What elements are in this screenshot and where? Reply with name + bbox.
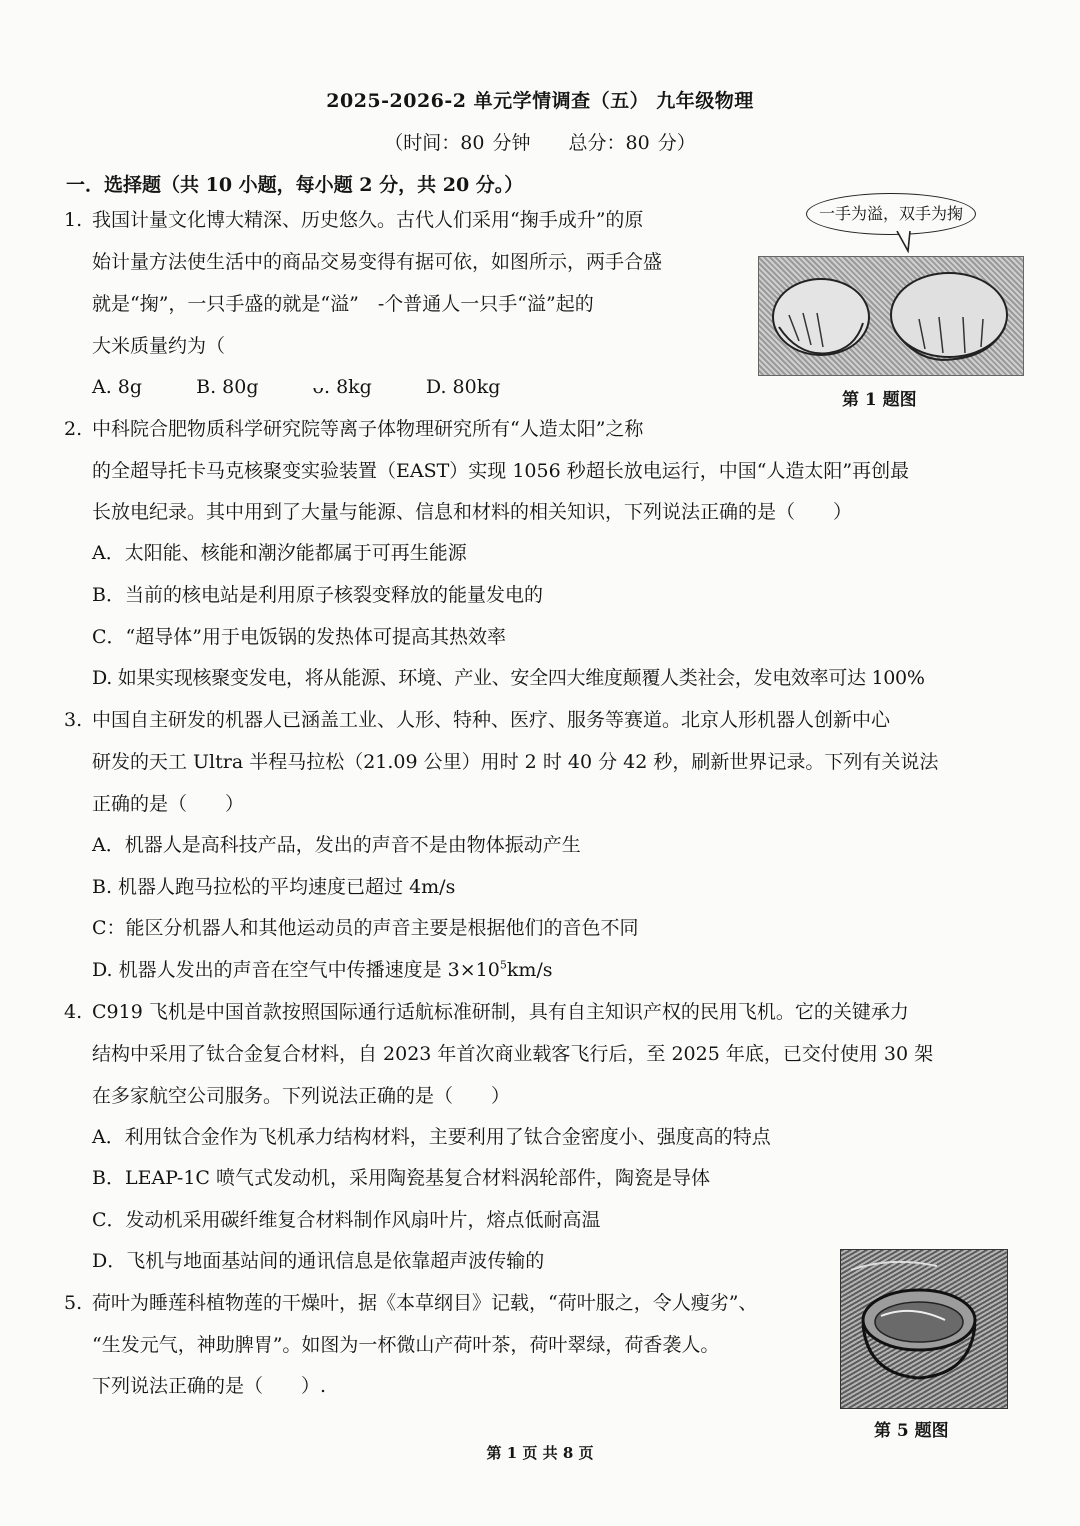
question-4-option-a: A．利用钛合金作为飞机承力结构材料，主要利用了钛合金密度小、强度高的特点 [92,1126,771,1148]
question-2-number: 2. [64,418,83,440]
question-2-option-d: D. 如果实现核聚变发电，将从能源、环境、产业、安全四大维度颠覆人类社会，发电效率可达 100% [92,667,925,689]
tea-cup-icon [841,1250,1007,1408]
question-1-line-3: 就是“掬”，一只手盛的就是“溢” -个普通人一只手“溢”起的 [92,293,594,315]
option-d: D. 80kg [425,376,501,398]
option-a: A. 8g [92,376,143,398]
question-5-line-3: 下列说法正确的是（ ）. [92,1375,327,1397]
question-4-line-3: 在多家航空公司服务。下列说法正确的是（ ） [92,1085,511,1107]
question-2-line-1: 中科院合肥物质科学研究院等离子体物理研究所有“人造太阳”之称 [92,418,644,440]
figure-5-caption: 第 5 题图 [874,1421,949,1441]
lotus-tea-figure-image [840,1249,1008,1409]
question-5-number: 5. [64,1292,83,1314]
exam-title: 2025-2026-2 单元学情调查（五） 九年级物理 [326,90,754,112]
question-3-option-c: C：能区分机器人和其他运动员的声音主要是根据他们的音色不同 [92,917,639,939]
question-2-option-c: C．“超导体”用于电饭锅的发热体可提高其热效率 [92,626,506,648]
option-b: B. 80g [196,376,259,398]
speech-bubble: 一手为溢，双手为掬 [806,193,976,235]
option-d-unit: km/s [506,959,553,981]
speech-bubble-tail [896,231,912,253]
question-4-number: 4. [64,1001,83,1023]
question-1-line-1: 我国计量文化博大精深、历史悠久。古代人们采用“掬手成升”的原 [92,209,644,231]
question-2-line-2: 的全超导托卡马克核聚变实验装置（EAST）实现 1056 秒超长放电运行，中国“人造太阳”再创最 [92,460,910,482]
question-3-option-d [92,958,553,982]
question-2-option-b: B．当前的核电站是利用原子核裂变释放的能量发电的 [92,584,543,606]
question-2-option-a: A．太阳能、核能和潮汐能都属于可再生能源 [92,542,467,564]
question-5-line-2: “生发元气，神助脾胃”。如图为一杯微山产荷叶茶，荷叶翠绿，荷香袭人。 [92,1334,720,1356]
question-1-line-4: 大米质量约为（ [92,335,226,357]
question-2-line-3: 长放电纪录。其中用到了大量与能源、信息和材料的相关知识，下列说法正确的是（ ） [92,501,853,523]
question-3-number: 3. [64,709,83,731]
hands-figure-image [758,256,1024,376]
option-d-text: D. 机器人发出的声音在空气中传播速度是 3×10 [92,959,500,981]
question-4-option-b: B．LEAP-1C 喷气式发动机，采用陶瓷基复合材料涡轮部件，陶瓷是导体 [92,1167,711,1189]
question-4-line-2: 结构中采用了钛合金复合材料，自 2023 年首次商业载客飞行后，至 2025 年底，已交付使用 30 架 [92,1043,934,1065]
section-heading: 一．选择题（共 10 小题，每小题 2 分，共 20 分。） [66,174,524,196]
option-d-exponent: 5 [499,958,507,972]
figure-1-caption: 第 1 题图 [842,390,917,410]
question-5-line-1: 荷叶为睡莲科植物莲的干燥叶，据《本草纲目》记载，“荷叶服之，令人瘦劣”、 [92,1292,758,1314]
question-3-option-b: B. 机器人跑马拉松的平均速度已超过 4m/s [92,876,456,898]
question-3-line-2: 研发的天工 Ultra 半程马拉松（21.09 公里）用时 2 时 40 分 42 秒，刷新世界记录。下列有关说法 [92,751,939,773]
cupped-hands-icon [759,257,1023,375]
option-c: ᴗ. 8kg [312,376,372,398]
question-4-option-c: C．发动机采用碳纤维复合材料制作风扇叶片，熔点低耐高温 [92,1209,601,1231]
question-3-line-1: 中国自主研发的机器人已涵盖工业、人形、特种、医疗、服务等赛道。北京人形机器人创新中心 [92,709,891,731]
question-3-line-3: 正确的是（ ） [92,793,245,815]
question-4-option-d: D．飞机与地面基站间的通讯信息是依靠超声波传输的 [92,1250,545,1272]
question-3-option-a: A．机器人是高科技产品，发出的声音不是由物体振动产生 [92,834,581,856]
question-1-line-2: 始计量方法使生活中的商品交易变得有据可依，如图所示，两手合盛 [92,251,663,273]
question-1-options [92,375,548,399]
exam-subtitle: （时间：80 分钟 总分：80 分） [384,132,696,154]
question-4-line-1: C919 飞机是中国首款按照国际通行适航标准研制，具有自主知识产权的民用飞机。它的关键承力 [92,1001,909,1023]
page-footer: 第 1 页 共 8 页 [486,1444,594,1462]
question-1-number: 1. [64,209,83,231]
